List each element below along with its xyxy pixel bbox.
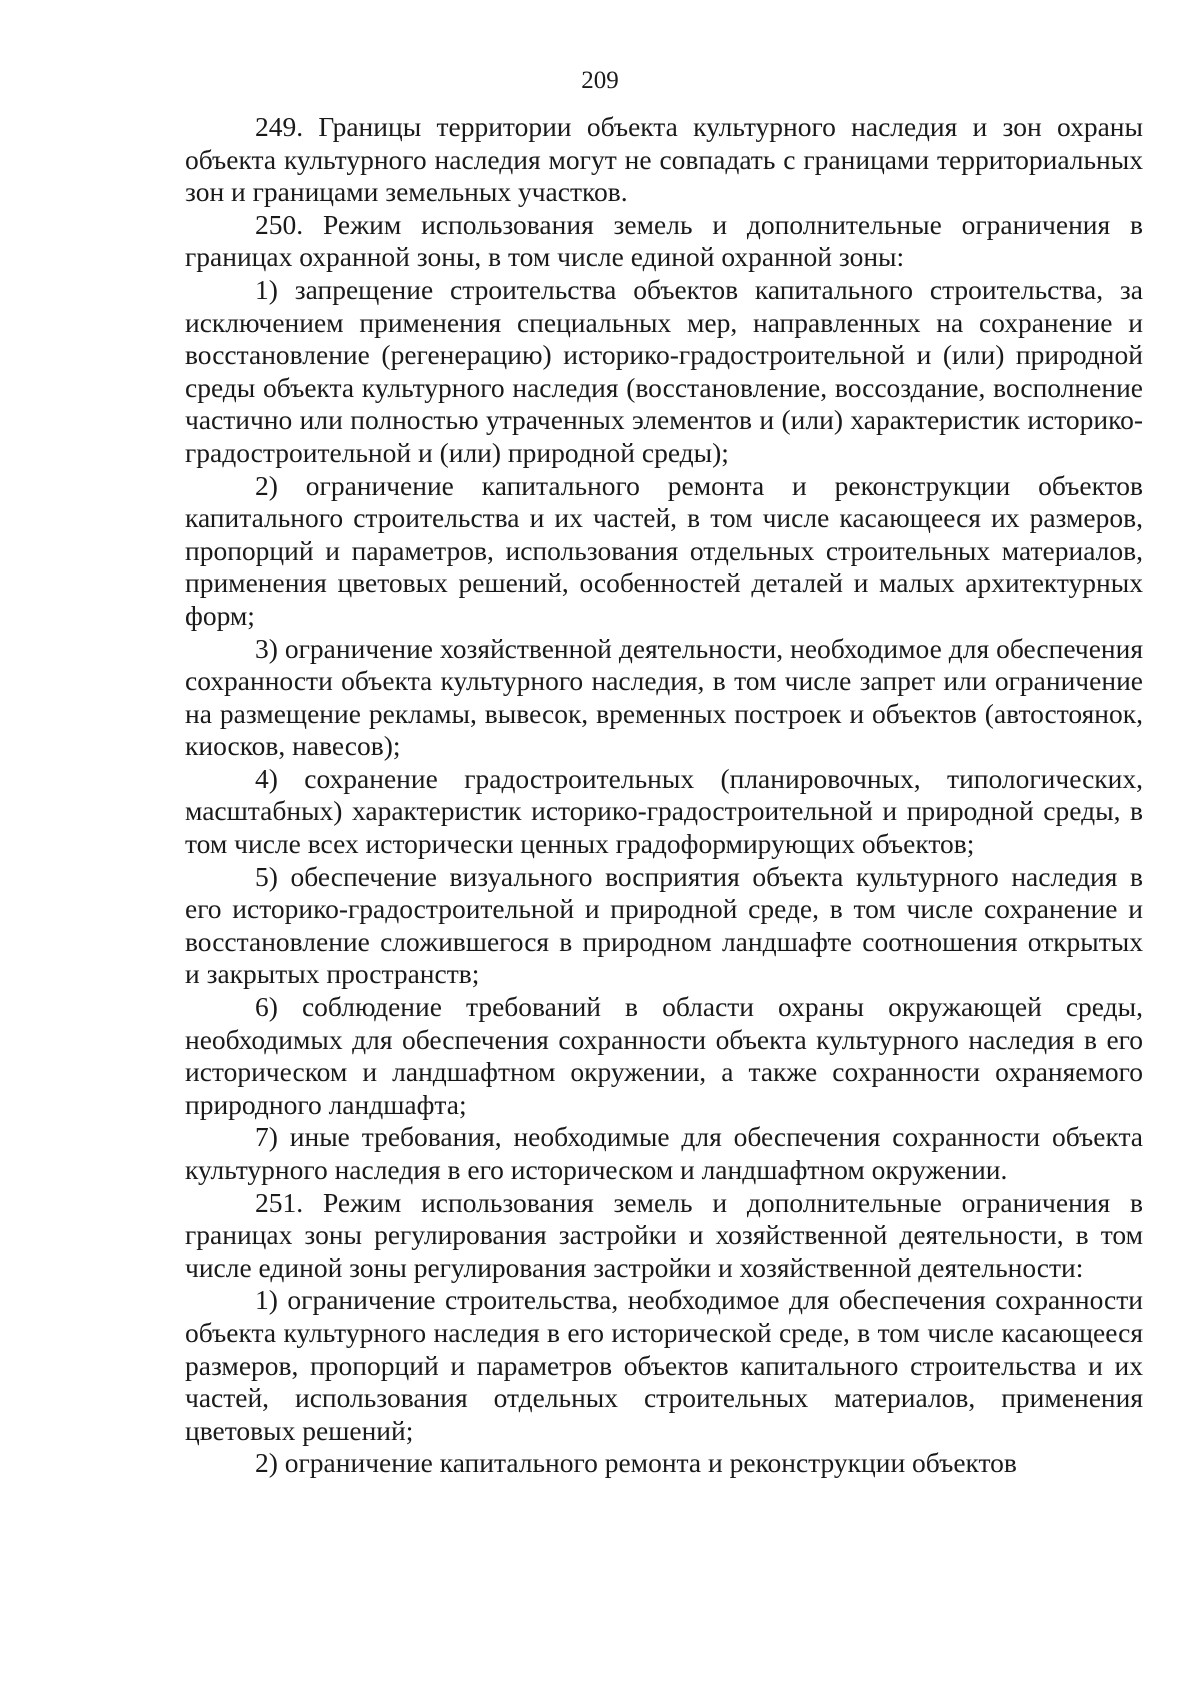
list-item-250-1: 1) запрещение строительства объектов капитального строительства, за исключением применения специальных мер, направленных на сохранение и восстановление (регенерацию) историко-градостроительной и (или) природной среды объекта культурного наследия (восстановление, воссоздание, восполнение частично или полностью утраченных элементов и (или) характеристик историко-градостроительной и (или) природной среды); [185, 273, 1143, 468]
page-number: 209 [581, 67, 619, 94]
list-item-250-7: 7) иные требования, необходимые для обеспечения сохранности объекта культурного наследия в его историческом и ландшафтном окружении. [185, 1121, 1143, 1185]
list-item-251-2: 2) ограничение капитального ремонта и реконструкции объектов [255, 1447, 1017, 1479]
paragraph-251: 251. Режим использования земель и дополнительные ограничения в границах зоны регулирования застройки и хозяйственной деятельности, в том числе единой зоны регулирования застройки и хозяйственной деятельности: [185, 1186, 1143, 1283]
list-item-251-1: 1) ограничение строительства, необходимое для обеспечения сохранности объекта культурного наследия в его исторической среде, в том числе касающееся размеров, пропорций и параметров объектов капитального строительства и их частей, использования отдельных строительных материалов, применения цветовых решений; [185, 1284, 1143, 1446]
list-item-250-5: 5) обеспечение визуального восприятия объекта культурного наследия в его историко-градостроительной и природной среде, в том числе сохранение и восстановление сложившегося в природном ландшафте соотношения открытых и закрытых пространств; [185, 860, 1143, 990]
list-item-250-2: 2) ограничение капитального ремонта и реконструкции объектов капитального строительства и их частей, в том числе касающееся их размеров, пропорций и параметров, использования отдельных строительных материалов, применения цветовых решений, особенностей деталей и малых архитектурных форм; [185, 469, 1143, 631]
list-item-250-3: 3) ограничение хозяйственной деятельности, необходимое для обеспечения сохранности объекта культурного наследия, в том числе запрет или ограничение на размещение рекламы, вывесок, временных построек и объектов (автостоянок, киосков, навесов); [185, 632, 1143, 762]
paragraph-250: 250. Режим использования земель и дополнительные ограничения в границах охранной зоны, в том числе единой охранной зоны: [185, 208, 1143, 273]
document-body [185, 111, 1143, 1480]
list-item-250-4: 4) сохранение градостроительных (планировочных, типологических, масштабных) характеристик историко-градостроительной и природной среды, в том числе всех исторически ценных градоформирующих объектов; [185, 762, 1143, 860]
list-item-250-6: 6) соблюдение требований в области охраны окружающей среды, необходимых для обеспечения сохранности объекта культурного наследия в его историческом и ландшафтном окружении, а также сохранности охраняемого природного ландшафта; [185, 991, 1143, 1120]
paragraph-249: 249. Границы территории объекта культурного наследия и зон охраны объекта культурного наследия могут не совпадать с границами территориальных зон и границами земельных участков. [185, 111, 1143, 208]
